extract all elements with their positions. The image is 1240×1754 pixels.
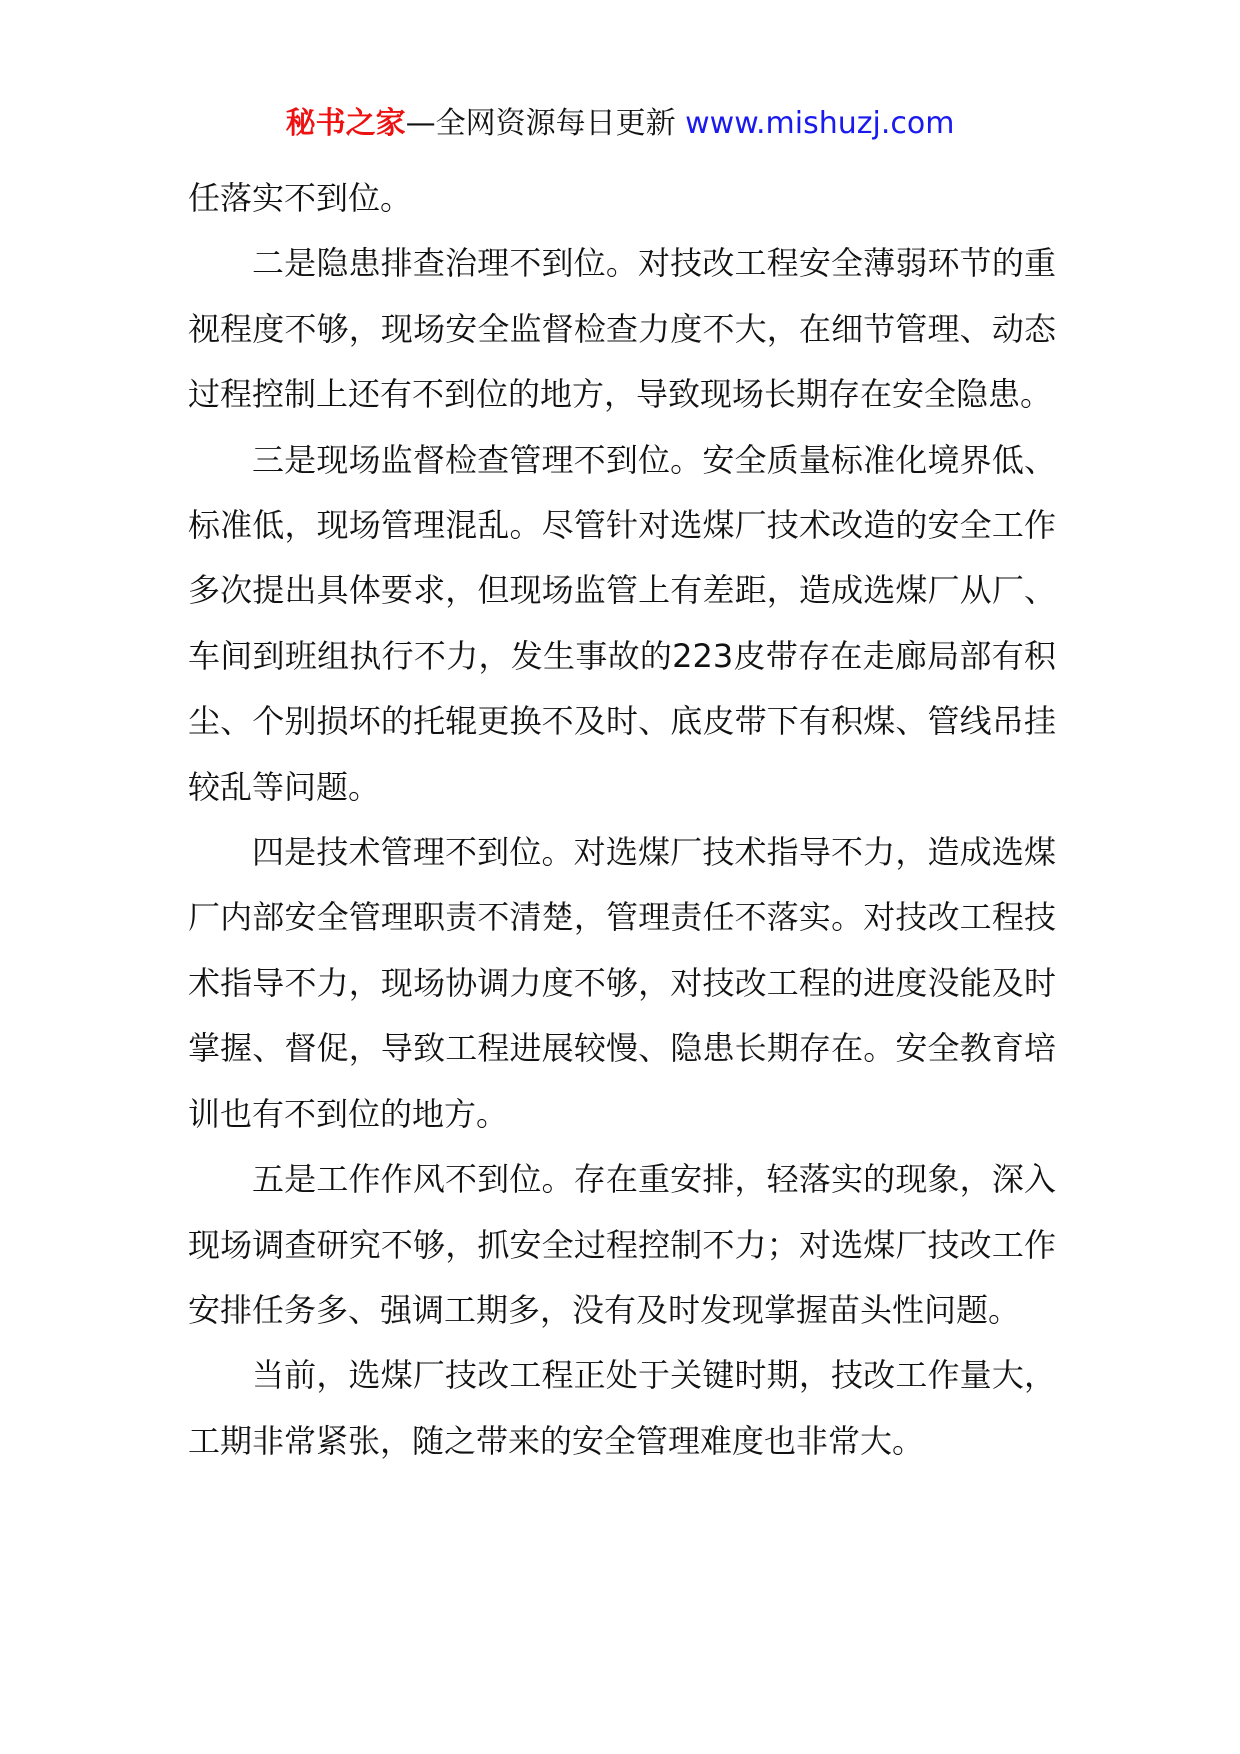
header-brand: 秘书之家	[285, 106, 406, 141]
document-body	[188, 166, 1056, 1474]
header-tagline: —全网资源每日更新	[405, 106, 676, 141]
paragraph-item-two: 二是隐患排查治理不到位。对技改工程安全薄弱环节的重视程度不够，现场安全监督检查力度不大，在细节管理、动态过程控制上还有不到位的地方，导致现场长期存在安全隐患。	[188, 244, 1056, 414]
paragraph-item-three: 三是现场监督检查管理不到位。安全质量标准化境界低、标准低，现场管理混乱。尽管针对选煤厂技术改造的安全工作多次提出具体要求，但现场监管上有差距，造成选煤厂从厂、车间到班组执行不力，发生事故的223皮带存在走廊局部有积尘、个别损坏的托辊更换不及时、底皮带下有积煤、管线吊挂较乱等问题。	[188, 440, 1056, 806]
paragraph-item-four: 四是技术管理不到位。对选煤厂技术指导不力，造成选煤厂内部安全管理职责不清楚，管理责任不落实。对技改工程技术指导不力，现场协调力度不够，对技改工程的进度没能及时掌握、督促，导致工程进展较慢、隐患长期存在。安全教育培训也有不到位的地方。	[188, 833, 1056, 1133]
header-url-link[interactable]: www.mishuzj.com	[685, 106, 955, 141]
paragraph-item-five: 五是工作作风不到位。存在重安排，轻落实的现象，深入现场调查研究不够，抓安全过程控制不力；对选煤厂技改工作安排任务多、强调工期多，没有及时发现掌握苗头性问题。	[188, 1160, 1056, 1329]
paragraph-continuation: 任落实不到位。	[188, 179, 413, 217]
paragraph-conclusion: 当前，选煤厂技改工程正处于关键时期，技改工作量大，工期非常紧张，随之带来的安全管理难度也非常大。	[188, 1356, 1056, 1460]
page-header	[0, 104, 1240, 144]
